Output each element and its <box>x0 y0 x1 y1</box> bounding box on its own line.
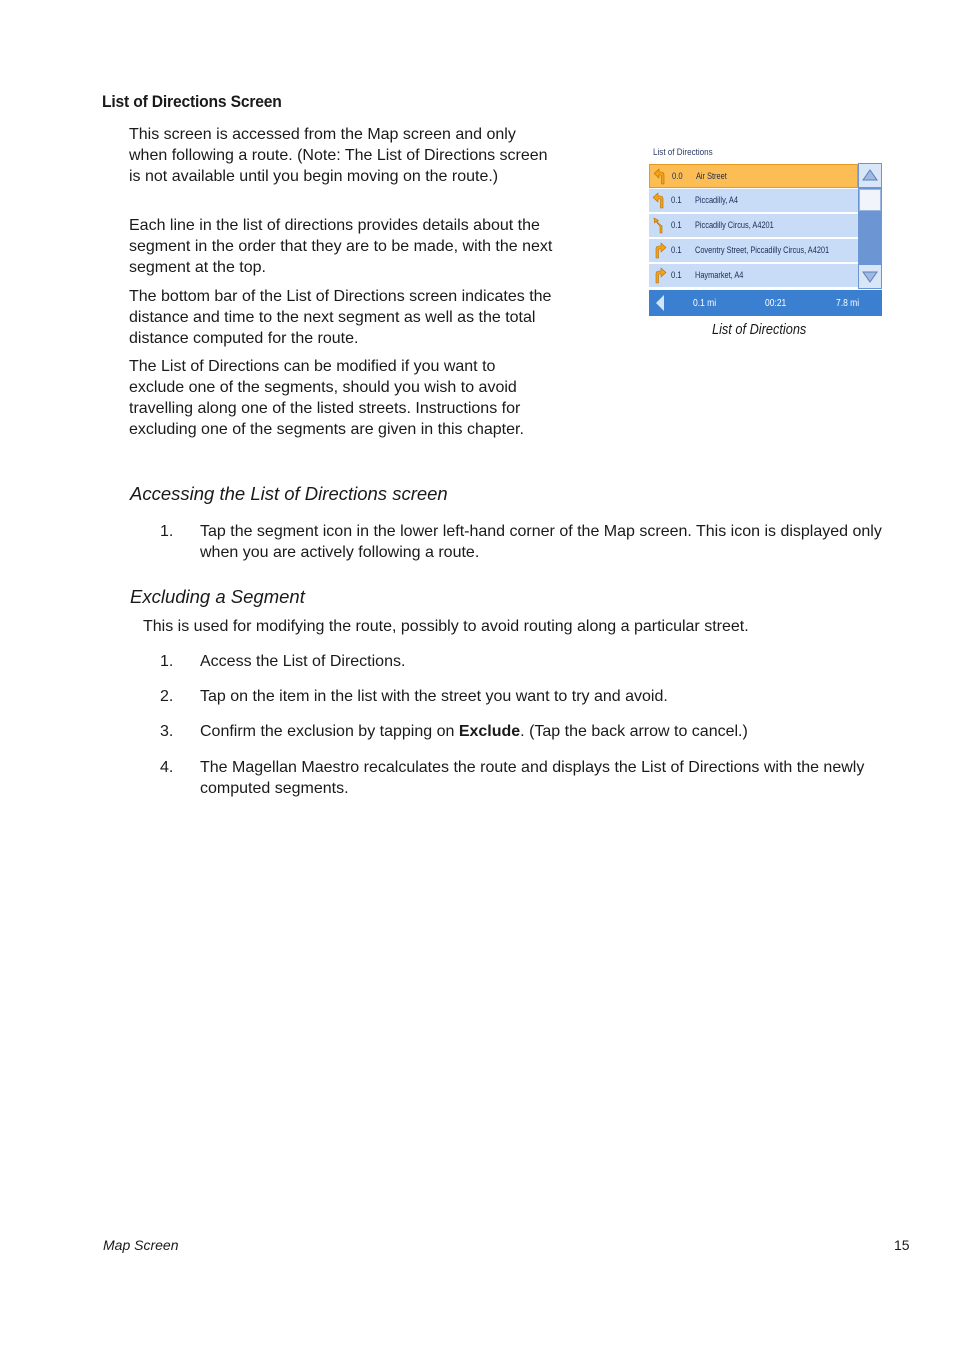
section-title: List of Directions Screen <box>102 92 282 111</box>
step-number: 4. <box>160 759 174 776</box>
page-number: 15 <box>894 1237 910 1253</box>
row-street: Air Street <box>696 171 727 181</box>
step-number: 3. <box>160 723 174 740</box>
scroll-thumb[interactable] <box>859 189 881 211</box>
row-street: Coventry Street, Piccadilly Circus, A4201 <box>695 245 830 255</box>
row-distance: 0.1 <box>671 245 682 255</box>
arrow-down-icon <box>859 265 881 288</box>
direction-row[interactable] <box>649 189 858 213</box>
direction-row[interactable] <box>649 239 858 263</box>
intro-paragraph: This screen is accessed from the Map screen and only when following a route. (Note: The List of Directions screen is not available until you begin moving on the route.) <box>129 126 548 185</box>
row-distance: 0.1 <box>671 270 682 280</box>
screen-title: List of Directions <box>653 147 713 158</box>
step-text: Tap the segment icon in the lower left-hand corner of the Map screen. This icon is displayed only when you are actively following a route. <box>200 523 882 561</box>
row-street: Piccadilly, A4 <box>695 195 738 205</box>
turn-left-icon <box>653 192 667 209</box>
list-of-directions-screenshot <box>649 146 882 316</box>
scrollbar[interactable] <box>858 163 882 289</box>
excluding-intro: This is used for modifying the route, possibly to avoid routing along a particular street. <box>143 618 749 635</box>
total-distance: 7.8 mi <box>836 298 860 309</box>
time-to-next-segment: 00:21 <box>765 298 787 309</box>
step-number: 1. <box>160 653 174 670</box>
subsection-heading: Accessing the List of Directions screen <box>130 483 448 504</box>
intro-paragraph: The bottom bar of the List of Directions screen indicates the distance and time to the next segment as well as the total distance computed for the route. <box>129 288 552 347</box>
subsection-heading: Excluding a Segment <box>130 586 305 607</box>
direction-row[interactable] <box>649 164 858 188</box>
figure-caption: List of Directions <box>712 322 807 338</box>
intro-paragraph: Each line in the list of directions provides details about the segment in the order that they are to be made, with the next segment at the top. <box>129 217 553 276</box>
row-street: Haymarket, A4 <box>695 270 744 280</box>
direction-row[interactable] <box>649 214 858 238</box>
turn-right-icon <box>653 267 667 284</box>
row-street: Piccadilly Circus, A4201 <box>695 220 774 230</box>
footer-section-name: Map Screen <box>103 1237 179 1253</box>
intro-paragraph: The List of Directions can be modified if you want to exclude one of the segments, should you wish to avoid travelling along one of the listed streets. Instructions for excluding one of the segments are given in this chapter. <box>129 358 524 438</box>
step-text-part: . (Tap the back arrow to cancel.) <box>520 723 748 740</box>
back-arrow-icon[interactable] <box>654 294 666 312</box>
turn-left-icon <box>654 168 668 185</box>
row-distance: 0.0 <box>672 171 683 181</box>
bear-left-icon <box>653 217 667 234</box>
exclude-keyword: Exclude <box>458 723 521 740</box>
step-text: Access the List of Directions. <box>200 653 406 670</box>
bottom-bar <box>649 290 882 316</box>
arrow-up-icon <box>859 164 881 187</box>
direction-row[interactable] <box>649 264 858 288</box>
step-number: 1. <box>160 523 174 540</box>
step-text: Tap on the item in the list with the street you want to try and avoid. <box>200 688 668 705</box>
step-text: The Magellan Maestro recalculates the route and displays the List of Directions with the newly computed segments. <box>200 759 865 797</box>
step-text-part: Confirm the exclusion by tapping on <box>200 723 459 740</box>
step-text <box>200 721 910 742</box>
row-distance: 0.1 <box>671 220 682 230</box>
next-segment-distance: 0.1 mi <box>693 298 717 309</box>
step-number: 2. <box>160 688 174 705</box>
scroll-up-button[interactable] <box>859 164 881 187</box>
row-distance: 0.1 <box>671 195 682 205</box>
turn-right-icon <box>653 242 667 259</box>
scroll-down-button[interactable] <box>859 265 881 288</box>
